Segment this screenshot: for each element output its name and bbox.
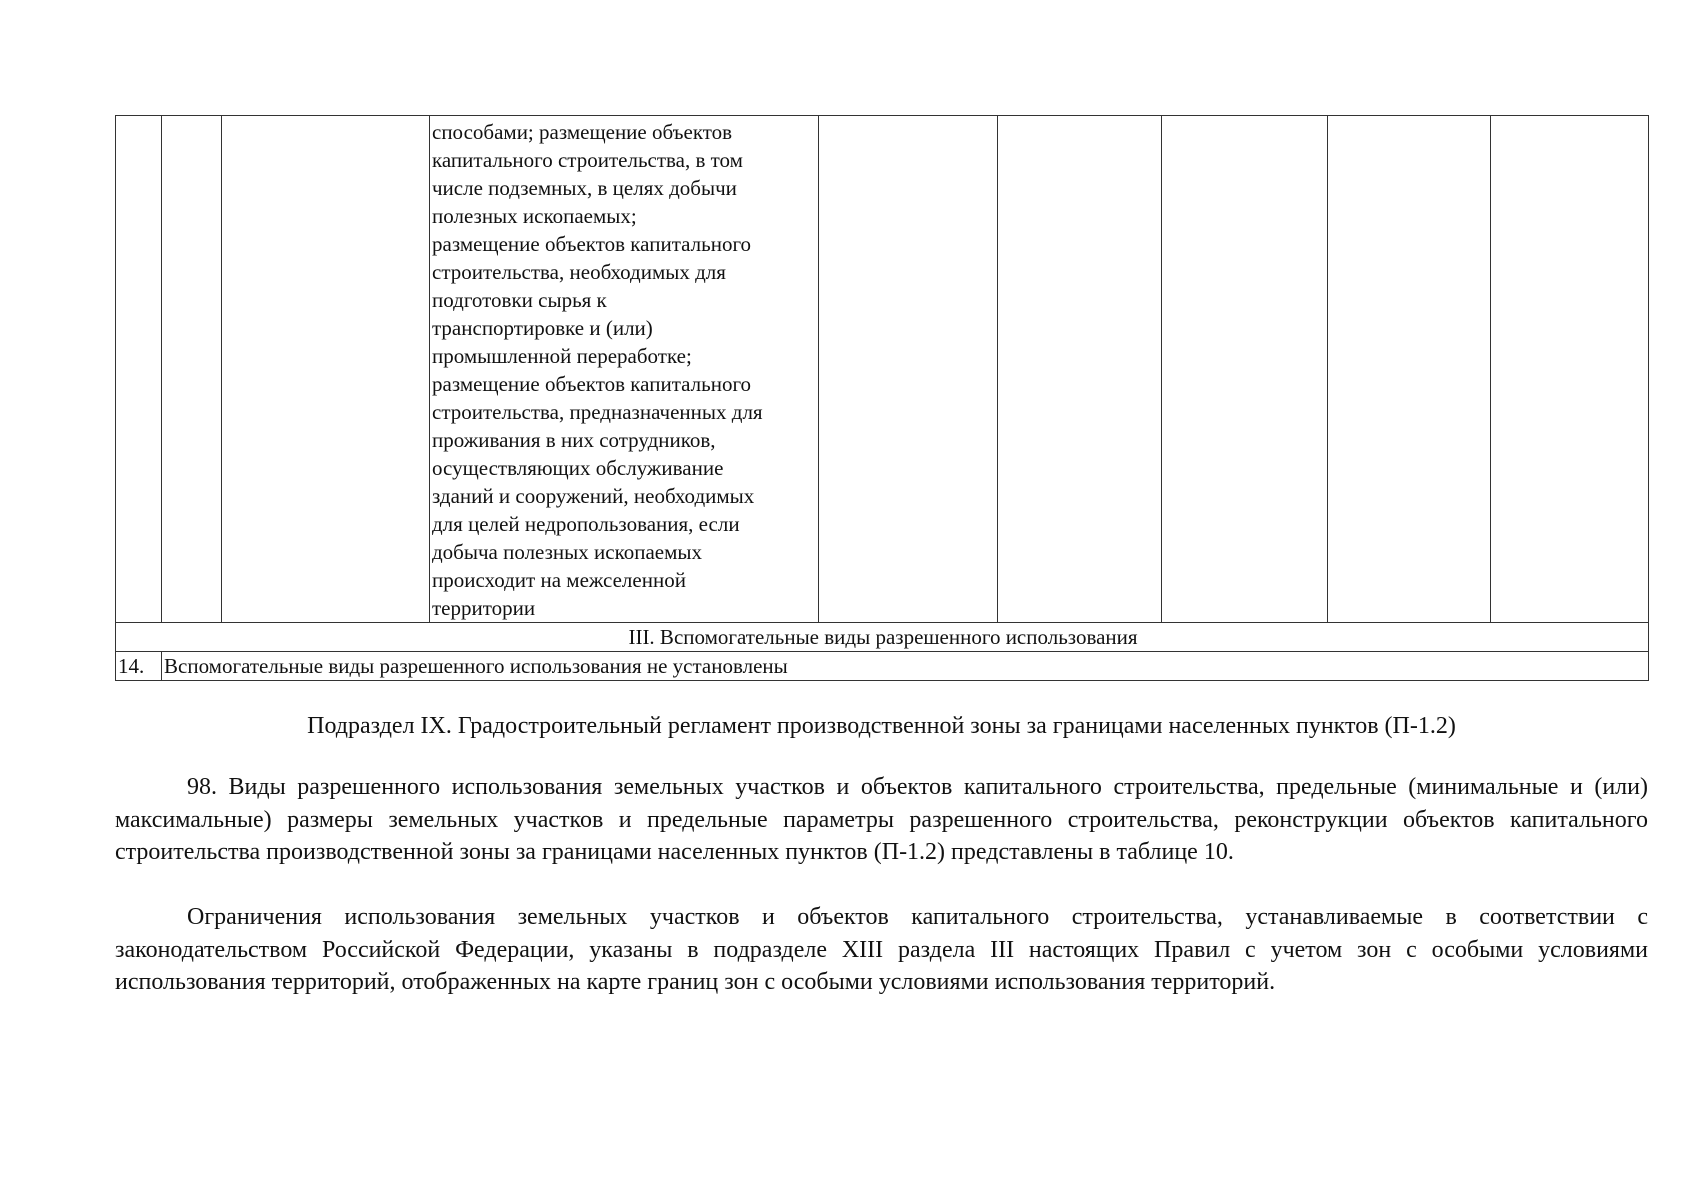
description-line: промышленной переработке; [432,344,692,368]
paragraph-98: 98. Виды разрешенного использования земельных участков и объектов капитального строительства, предельные (минимальные и (или) максимальные) размеры земельных участков и предельные параметры разрешенного строительства, реконструкции объектов капитального строительства производственной зоны за границами населенных пунктов (П-1.2) представлены в таблице 10. [115,774,1648,865]
description-line: зданий и сооружений, необходимых [432,484,755,508]
description-line: капитального строительства, в том [432,148,743,172]
table-cell-number [116,116,162,623]
description-line: числе подземных, в целях добычи [432,176,737,200]
description-line: подготовки сырья к [432,288,607,312]
table-row [116,652,1649,681]
description-line: происходит на межселенной [432,568,686,592]
description-line: размещение объектов капитального [432,232,752,256]
subsection-heading: Подраздел IX. Градостроительный регламент производственной зоны за границами населенных пунктов (П-1.2) [307,713,1456,739]
row-number-cell: 14. [116,652,162,681]
description-line: осуществляющих обслуживание [432,456,724,480]
description-line: полезных ископаемых; [432,204,637,228]
table-row [116,116,1649,623]
table-cell-param-5 [1491,116,1649,623]
description-line: размещение объектов капитального [432,372,752,396]
row-text-cell: Вспомогательные виды разрешенного использования не установлены [162,652,1649,681]
table-cell-param-1 [819,116,998,623]
table-cell-param-2 [998,116,1162,623]
description-line: территории [432,596,536,620]
paragraph-restrictions: Ограничения использования земельных участков и объектов капитального строительства, устанавливаемые в соответствии с законодательством Российской Федерации, указаны в подразделе XIII раздела III настоящих Правил с учетом зон с особыми условиями использования территорий, отображенных на карте границ зон с особыми условиями использования территорий. [115,904,1648,995]
section-heading-cell: III. Вспомогательные виды разрешенного использования [116,623,1649,652]
description-line: добыча полезных ископаемых [432,540,702,564]
description-line: транспортировке и (или) [432,316,653,340]
table-section-row [116,623,1649,652]
description-line: строительства, необходимых для [432,260,726,284]
description-line: строительства, предназначенных для [432,400,763,424]
table-cell-description [430,116,819,623]
description-line: способами; размещение объектов [432,120,733,144]
table-cell-param-3 [1162,116,1328,623]
table-cell-name [222,116,430,623]
regulation-table [115,115,1649,681]
description-line: для целей недропользования, если [432,512,740,536]
table-cell-param-4 [1328,116,1491,623]
description-line: проживания в них сотрудников, [432,428,716,452]
table-cell-code [162,116,222,623]
